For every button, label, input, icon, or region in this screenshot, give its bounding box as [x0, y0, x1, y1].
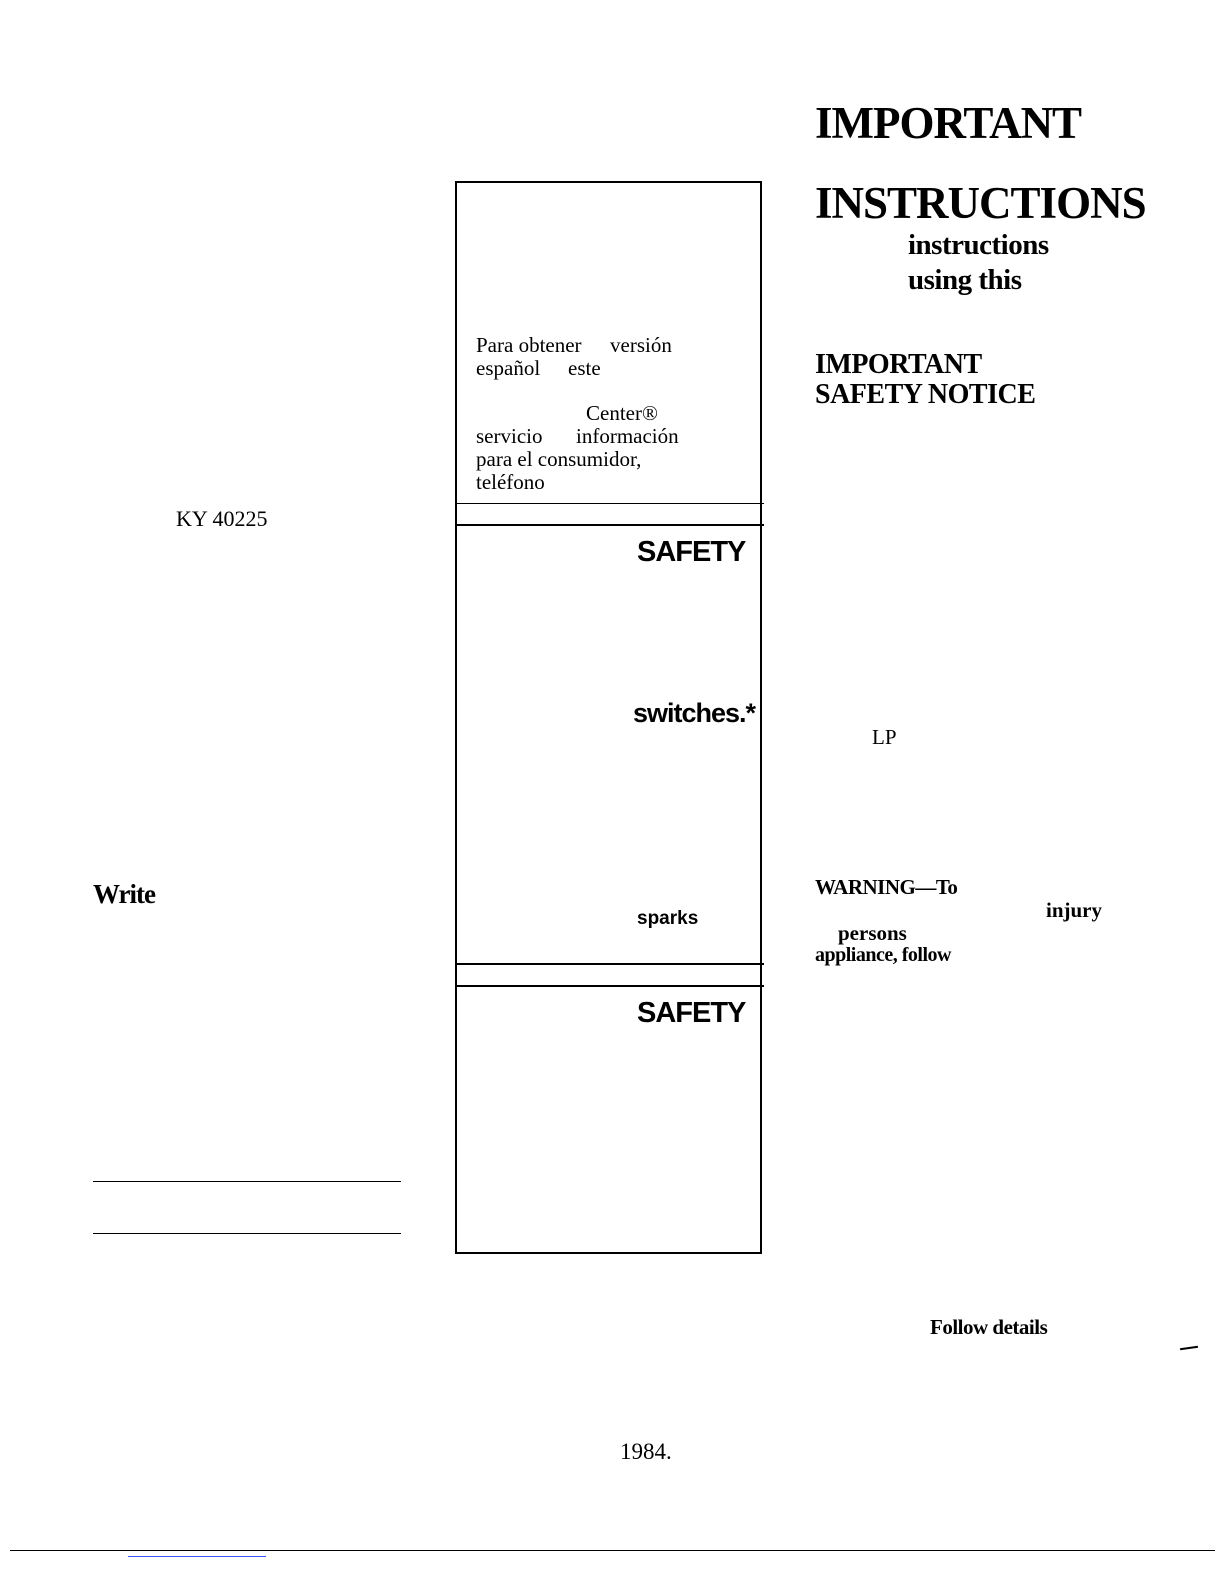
important-heading: IMPORTANT [815, 98, 1082, 148]
footer-rule [10, 1550, 1215, 1551]
signature-line-2 [93, 1233, 401, 1234]
follow-details-text: Follow details [930, 1315, 1048, 1339]
spanish-text-3: Center® [586, 401, 658, 425]
switches-text: switches.* [633, 698, 756, 728]
instructions-subheading: instructions [908, 229, 1049, 261]
spanish-text-2a: español [476, 356, 541, 380]
persons-text: persons [838, 921, 907, 945]
spanish-text-2b: este [568, 356, 601, 380]
box-divider-4 [455, 985, 764, 987]
warning-text: WARNING—To [815, 875, 958, 899]
signature-line-1 [93, 1181, 401, 1182]
spanish-text-4a: servicio [476, 424, 543, 448]
spanish-text-6: teléfono [476, 470, 545, 494]
sparks-text: sparks [637, 908, 699, 929]
spanish-text-1b: versión [610, 333, 672, 357]
box-divider-1 [455, 503, 764, 504]
page-corner-mark [1180, 1346, 1198, 1350]
lp-label: LP [872, 725, 897, 749]
year-text: 1984. [620, 1439, 672, 1464]
footer-link-underline[interactable] [128, 1556, 266, 1557]
notice-heading-important: IMPORTANT [815, 349, 982, 380]
notice-heading-safety: SAFETY NOTICE [815, 379, 1036, 410]
injury-text: injury [1046, 898, 1103, 922]
safety-heading-2: SAFETY [637, 997, 746, 1029]
box-divider-2 [455, 524, 764, 526]
spanish-text-4b: información [576, 424, 679, 448]
appliance-text: appliance, follow [815, 944, 951, 966]
spanish-text-1a: Para obtener [476, 333, 582, 357]
spanish-text-5: para el consumidor, [476, 447, 642, 471]
write-label: Write [93, 879, 155, 909]
box-divider-3 [455, 963, 764, 965]
using-this-subheading: using this [908, 264, 1022, 296]
safety-heading-1: SAFETY [637, 536, 746, 568]
zip-code: KY 40225 [176, 506, 268, 531]
instructions-heading: INSTRUCTIONS [815, 178, 1146, 228]
